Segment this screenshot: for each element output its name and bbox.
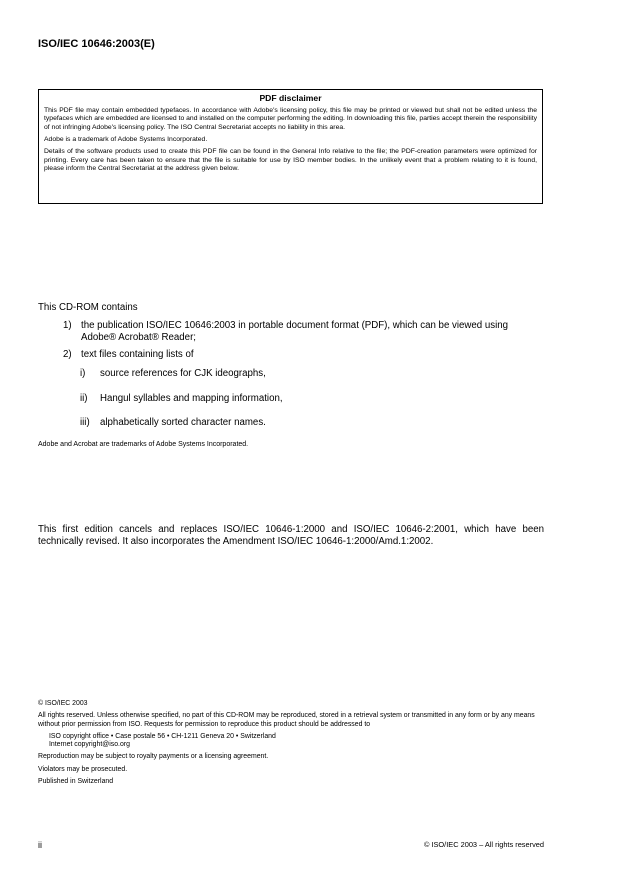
cdrom-sublist-item-1 [80, 368, 266, 379]
copyright-royalty: Reproduction may be subject to royalty payments or a licensing agreement. [38, 753, 269, 761]
copyright-internet: Internet copyright@iso.org [49, 741, 130, 749]
copyright-rights: All rights reserved. Unless otherwise specified, no part of this CD-ROM may be reproduced, stored in a retrieval system or transmitted in any form or by any means without prior permission from ISO. Requests for permission to reproduce this product should be addressed to [38, 712, 535, 728]
list-text: the publication ISO/IEC 10646:2003 in portable document format (PDF), which can be viewed using Adobe® Acrobat® Reader; [81, 320, 509, 343]
copyright-address-block [49, 733, 548, 750]
disclaimer-paragraph-2: Adobe is a trademark of Adobe Systems Incorporated. [44, 135, 208, 143]
sublist-number: ii) [80, 393, 88, 404]
cdrom-list-item-2 [63, 349, 194, 361]
copyright-symbol-line: © ISO/IEC 2003 [38, 700, 88, 707]
document-header-title: ISO/IEC 10646:2003(E) [38, 38, 155, 50]
copyright-violators: Violators may be prosecuted. [38, 765, 128, 773]
cdrom-sublist-item-3 [80, 417, 266, 428]
disclaimer-heading: PDF disclaimer [259, 93, 322, 103]
disclaimer-paragraph-1: This PDF file may contain embedded typefaces. In accordance with Adobe's licensing policy, this file may be printed or viewed but shall not be edited unless the typefaces which are embedded are licensed to and installed on the computer performing the editing. In downloading this file, parties accept therein the responsibility of not infringing Adobe's licensing policy. The ISO Central Secretariat accepts no liability in this area. [44, 106, 537, 131]
sublist-text: source references for CJK ideographs, [100, 368, 266, 379]
disclaimer-paragraph-3: Details of the software products used to create this PDF file can be found in the General Info relative to the file; the PDF-creation parameters were optimized for printing. Every care has been taken to ensure that the file is suitable for use by ISO member bodies. In the unlikely event that a problem relating to it is found, please inform the Central Secretariat at the address given below. [44, 147, 537, 173]
list-number: 1) [63, 320, 72, 331]
sublist-number: iii) [80, 417, 90, 428]
sublist-text: Hangul syllables and mapping information, [100, 393, 283, 404]
pdf-disclaimer-box [38, 89, 543, 204]
list-text: text files containing lists of [81, 349, 194, 360]
footer-copyright: © ISO/IEC 2003 – All rights reserved [423, 840, 544, 849]
copyright-address: ISO copyright office • Case postale 56 • CH-1211 Geneva 20 • Switzerland [49, 732, 276, 740]
cdrom-intro: This CD-ROM contains [38, 302, 138, 313]
sublist-number: i) [80, 368, 86, 379]
sublist-text: alphabetically sorted character names. [100, 417, 266, 428]
copyright-block [38, 700, 548, 790]
list-number: 2) [63, 349, 72, 360]
trademark-note: Adobe and Acrobat are trademarks of Adobe Systems Incorporated. [38, 441, 249, 448]
copyright-published: Published in Switzerland [38, 777, 114, 785]
page-number: ii [38, 840, 42, 850]
cdrom-sublist-item-2 [80, 393, 283, 404]
edition-statement: This first edition cancels and replaces ISO/IEC 10646-1:2000 and ISO/IEC 10646-2:2001, which have been technically revised. It also incorporates the Amendment ISO/IEC 10646-1:2000/Amd.1:2002. [38, 524, 544, 547]
cdrom-list-item-1 [63, 320, 543, 344]
